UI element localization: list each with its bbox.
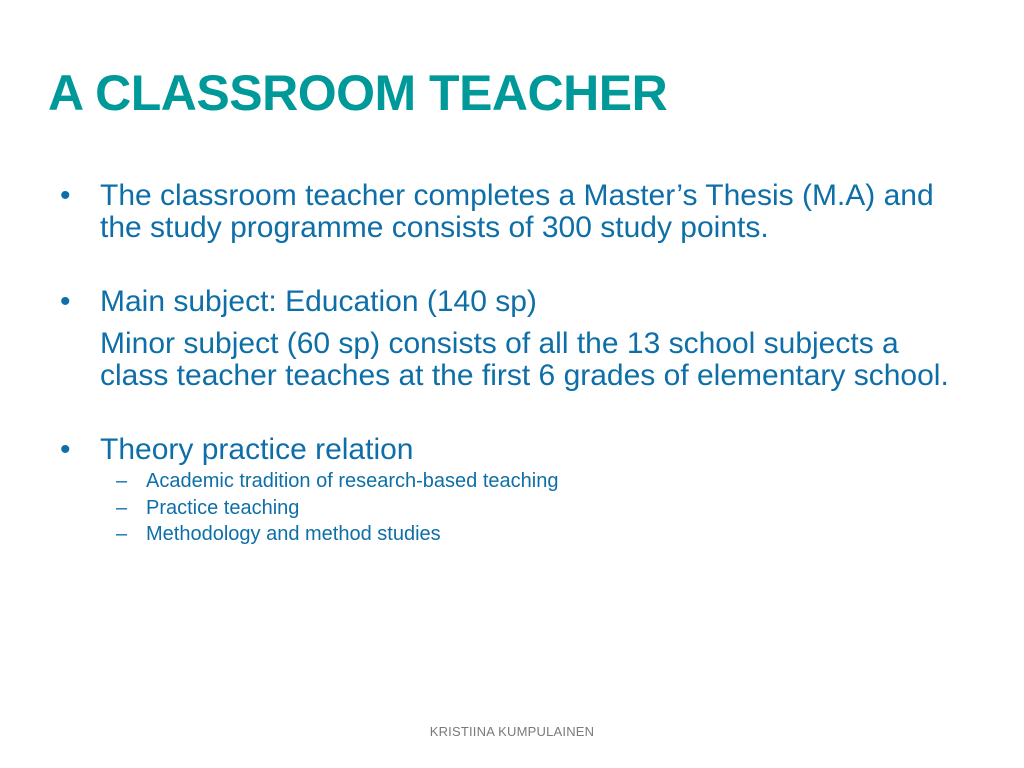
sub-bullet-text: Practice teaching [146, 496, 300, 519]
slide-body [60, 180, 960, 548]
sub-bullet-marker: – [116, 470, 128, 492]
sub-bullet-text: Methodology and method studies [146, 523, 441, 545]
bullet-marker: • [60, 433, 71, 466]
bullet-marker: • [60, 179, 71, 212]
bullet-text: Main subject: Education (140 sp) [100, 285, 537, 318]
sub-bullet-marker: – [116, 523, 128, 545]
bullet-continuation-minor-subject: Minor subject (60 sp) consists of all the 13 school subjects a class teacher teaches at the first 6 grades of elementary school. [100, 327, 949, 392]
sub-bullet-item [116, 495, 960, 522]
slide-title: A CLASSROOM TEACHER [48, 65, 668, 121]
bullet-marker: • [60, 285, 71, 318]
sub-bullet-list [60, 468, 960, 548]
sub-bullet-text: Academic tradition of research-based teaching [146, 470, 559, 492]
bullet-item-theory-practice [60, 434, 960, 466]
sub-bullet-item [116, 521, 960, 548]
slide-footer: KRISTIINA KUMPULAINEN [429, 724, 595, 739]
bullet-text: Theory practice relation [100, 433, 414, 466]
bullet-item-thesis [60, 180, 960, 244]
bullet-item-main-subject [60, 286, 960, 318]
sub-bullet-item [116, 468, 960, 495]
sub-bullet-marker: – [116, 496, 128, 519]
bullet-text: The classroom teacher completes a Master’s Thesis (M.A) and the study programme consists of 300 study points. [100, 179, 934, 244]
